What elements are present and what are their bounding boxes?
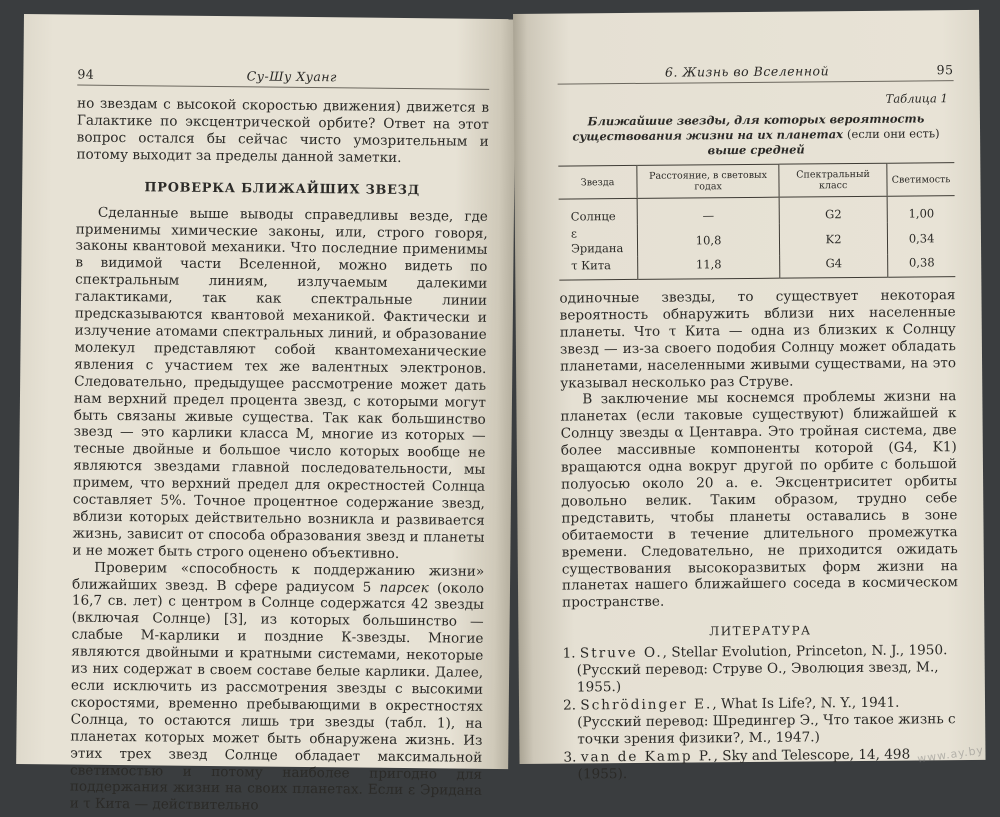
left-page xyxy=(16,14,516,814)
table-caption-normal: (если они есть) xyxy=(846,126,940,142)
paragraph-2-end: (около 16,7 св. лет) с центром в Солнце содержатся 42 звезды (включая Солнце) [3], из которых большинство — слабые М-карлики и поздние К-звезды. Многие являются двойными и кратными системами, некоторые из них содержат в своем составе белые карлики. Далее, если исключить из рассмотрения звезды с высокими скоростями, временно пребывающими в окрестностях Солнца, то остаются лишь три звезды (табл. 1), на планетах которых может быть обнаружена жизнь. Из этих трех звезд Солнце обладает максимальной светимостью и потому наиболее пригодно для поддержания жизни на своих планетах. Если ε Эридана и τ Кита — действительно xyxy=(69,579,485,814)
reference-item xyxy=(563,746,959,783)
table-caption-tail: выше средней xyxy=(707,142,805,158)
paragraph-right-1: одиночные звезды, то существует некоторая вероятность обнаружить вблизи них населенные планеты. Что τ Кита — одна из близких к Солнцу звезд — из-за своего подобия Солнцу может обладать планетами, населенными живыми существами, на это указывал несколько раз Струве. xyxy=(559,287,957,392)
table-label: Таблица 1 xyxy=(885,91,948,106)
reference-text: , Sky and Telescope, 14, 498 (1955). xyxy=(577,746,911,783)
references-list xyxy=(563,642,960,783)
reference-number: 1. xyxy=(562,645,576,662)
reference-item xyxy=(563,694,959,748)
table-row xyxy=(559,254,955,280)
book-spread xyxy=(8,14,988,814)
reference-author: Struve O. xyxy=(579,644,663,662)
cell-class: G2 xyxy=(779,196,888,223)
reference-author: van de Kamp P. xyxy=(580,747,714,766)
reference-author: Schrödinger E. xyxy=(580,696,713,714)
section-title: ПРОВЕРКА БЛИЖАЙШИХ ЗВЕЗД xyxy=(144,179,421,198)
reference-number: 2. xyxy=(562,697,577,714)
paragraph-2-em: парсек xyxy=(379,579,429,596)
right-page xyxy=(513,10,986,783)
cell-distance: 10,8 xyxy=(638,224,780,257)
header-class: Спектральный класс xyxy=(779,163,888,197)
watermark: www.ay.by xyxy=(916,743,985,766)
cell-luminosity: 1,00 xyxy=(887,196,954,223)
reference-number: 3. xyxy=(563,749,577,766)
right-running-head xyxy=(557,62,953,84)
cell-distance: — xyxy=(637,197,779,225)
page-number-right: 95 xyxy=(936,62,954,78)
paragraph-2-start: Проверим «способность к поддержанию жизни» ближайших звезд. В сфере радиусом 5 xyxy=(71,559,485,596)
paragraph-right-2: В заключение мы коснемся проблемы жизни на планетах (если таковые существуют) ближайшей к Солнцу звезды α Центавра. Это тройная система, две более массивные компоненты которой (G4, K1) вращаются одна вокруг другой по орбите с большой полуосью около 20 а. е. Эксцентриситет орбиты довольно велик. Таким образом, трудно себе представить, чтобы планеты оставались в зоне обитаемости в течение длительного промежутка времени. Следовательно, не приходится ожидать существования высокоразвитых форм жизни на планетах нашего ближайшего соседа в космическом пространстве. xyxy=(560,388,959,611)
cell-luminosity: 0,38 xyxy=(888,254,955,277)
paragraph-1: Сделанные выше выводы справедливы везде, где применимы химические законы, или, строго говоря, законы квантовой механики. Что последние применимы в видимой части Вселенной, можно видеть по спектральным линиям, излучаемым далекими галактиками, так как спектральные линии предсказываются квантовой механикой. Фактически и излучение атомами спектральных линий, и образование молекул представляют собой квантомеханические явления с участием тех же валентных электронов. Следовательно, предыдущее рассмотрение может дать нам верхний предел процента звезд, с которыми могут быть связаны живые существа. Так как большинство звезд — это карлики класса М, многие из которых — тесные двойные и большое число которых вообще не являются звездами главной последовательности, мы примем, что верхний предел для окрестностей Солнца составляет 5%. Точное процентное содержание звезд, вблизи которых действительно возникла и развивается жизнь, зависит от способа образования звезд и планеты и не может быть строго оценено объективно. xyxy=(72,204,488,562)
table-header-row xyxy=(558,163,954,199)
running-title-right: 6. Жизнь во Вселенной xyxy=(664,63,830,80)
running-title-left: Су-Шу Хуанг xyxy=(246,68,337,85)
header-star: Звезда xyxy=(558,165,637,199)
cell-class: K2 xyxy=(779,223,888,256)
literature-title: ЛИТЕРАТУРА xyxy=(709,623,812,639)
table-row xyxy=(559,196,955,226)
cell-class: G4 xyxy=(780,255,888,278)
table-row xyxy=(559,222,955,257)
header-distance: Расстояние, в световых годах xyxy=(637,164,779,198)
paragraph-top: но звездам с высокой скоростью движения) движется в Галактике по эксцентрической орбите? Ответ на этот вопрос остался бы сейчас чисто умозрительным и потому выходит за пределы данной заметки. xyxy=(76,95,490,166)
cell-star: ε Эридана xyxy=(570,226,624,256)
table-caption-bold: Ближайшие звезды, для которых вероятность существования жизни на их планетах xyxy=(572,111,925,144)
page-number-left: 94 xyxy=(77,66,95,82)
paragraph-2 xyxy=(70,559,485,817)
cell-star: τ Кита xyxy=(571,258,612,273)
header-luminosity: Светимость xyxy=(887,163,955,197)
cell-star: Солнце xyxy=(570,209,616,224)
table-caption xyxy=(558,111,954,159)
cell-distance: 11,8 xyxy=(638,256,780,280)
reference-text: , Stellar Evolution, Princeton, N. J., 1950. (Русский перевод: Струве О., Эволюция звезд, М., 1955.) xyxy=(576,642,948,696)
cell-luminosity: 0,34 xyxy=(888,222,955,255)
reference-item xyxy=(563,642,959,696)
stars-table xyxy=(558,162,955,280)
reference-text: , What Is Life?, N. Y., 1941. (Русский перевод: Шредингер Э., Что такое жизнь с точки зрения физики?, М., 1947.) xyxy=(577,694,956,748)
left-running-head xyxy=(77,67,489,90)
